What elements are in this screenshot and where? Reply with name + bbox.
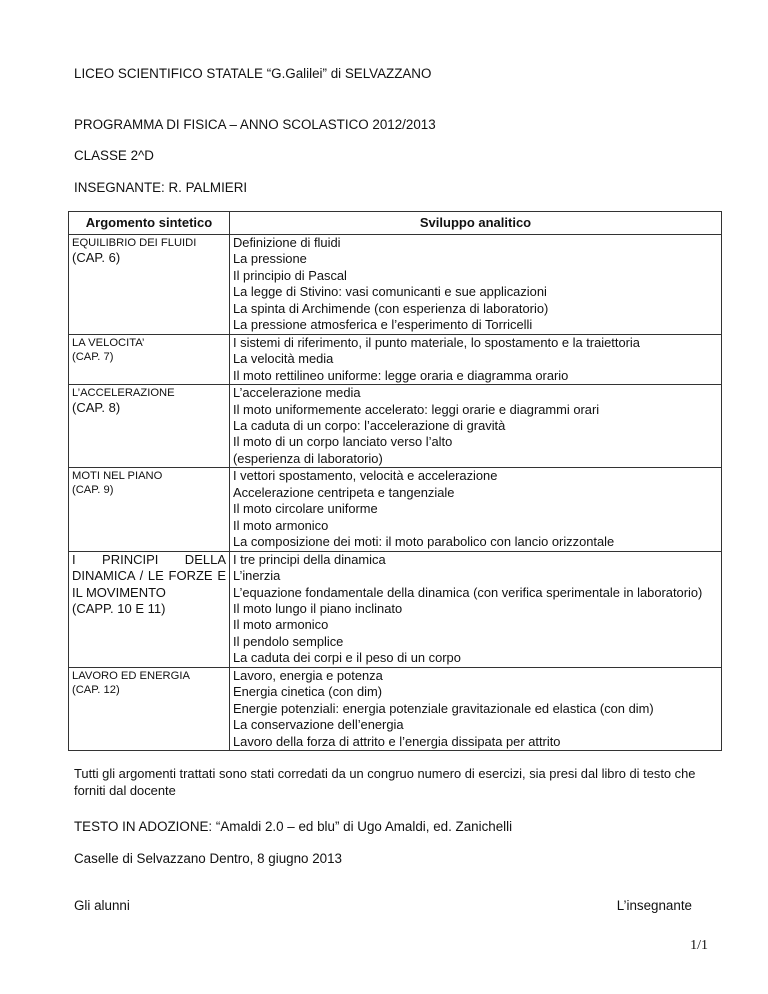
development-cell [230, 235, 722, 335]
list-item: (esperienza di laboratorio) [233, 450, 383, 466]
list-item: L’equazione fondamentale della dinamica (con verifica sperimentale in laboratorio) [233, 584, 703, 600]
list-item: La conservazione dell’energia [233, 717, 404, 733]
list-item: La velocità media [233, 351, 334, 367]
list-item: I vettori spostamento, velocità e accelerazione [233, 468, 498, 484]
topic-title: MOTI NEL PIANO [72, 470, 163, 483]
list-item: Il moto armonico [233, 617, 329, 633]
table-row [69, 334, 722, 384]
list-item: La pressione [233, 251, 307, 267]
topic-chapter: (CAP. 6) [72, 250, 121, 265]
topic-chapter: (CAP. 12) [72, 683, 120, 696]
topic-title-line: DINAMICA / LE FORZE E [72, 568, 226, 584]
list-item: Il moto rettilineo uniforme: legge oraria e diagramma orario [233, 367, 569, 383]
topic-chapter: (CAPP. 10 E 11) [72, 601, 166, 617]
program-title: PROGRAMMA DI FISICA – ANNO SCOLASTICO 2012/2013 [74, 117, 436, 132]
list-item: I tre principi della dinamica [233, 551, 386, 567]
table-row [69, 235, 722, 335]
topic-title: LA VELOCITA’ [72, 336, 145, 349]
list-item: L’accelerazione media [233, 385, 361, 401]
table-header-row [69, 212, 722, 235]
list-item: Definizione di fluidi [233, 235, 341, 250]
list-item: L’inerzia [233, 568, 281, 584]
topic-cell [69, 667, 230, 750]
list-item: Il pendolo semplice [233, 633, 344, 649]
list-item: Accelerazione centripeta e tangenziale [233, 484, 455, 500]
topic-cell [69, 468, 230, 551]
col-header-development: Sviluppo analitico [230, 212, 722, 235]
program-table [68, 211, 722, 751]
list-item: La composizione dei moti: il moto parabolico con lancio orizzontale [233, 534, 615, 550]
col-header-topic: Argomento sintetico [69, 212, 230, 235]
list-item: I sistemi di riferimento, il punto materiale, lo spostamento e la traiettoria [233, 334, 640, 350]
list-item: La caduta di un corpo: l’accelerazione di gravità [233, 417, 506, 433]
list-item: Il moto circolare uniforme [233, 501, 378, 517]
development-cell [230, 551, 722, 667]
topic-title: EQUILIBRIO DEI FLUIDI [72, 237, 197, 249]
teacher-signature-label: L’insegnante [616, 898, 692, 913]
list-item: Il principio di Pascal [233, 267, 347, 283]
table-row [69, 385, 722, 468]
list-item: Energie potenziali: energia potenziale gravitazionale ed elastica (con dim) [233, 700, 654, 716]
list-item: Il moto di un corpo lanciato verso l’alto [233, 434, 453, 450]
development-cell [230, 334, 722, 384]
topic-title-line: I PRINCIPI DELLA [72, 551, 226, 567]
development-cell [230, 667, 722, 750]
list-item: La legge di Stivino: vasi comunicanti e sue applicazioni [233, 284, 547, 300]
list-item: La pressione atmosferica e l’esperimento di Torricelli [233, 317, 533, 333]
topic-chapter: (CAP. 7) [72, 350, 114, 363]
topic-title: L’ACCELERAZIONE [72, 387, 175, 400]
list-item: La caduta dei corpi e il peso di un corpo [233, 650, 461, 666]
topic-cell [69, 385, 230, 468]
teacher-label: INSEGNANTE: R. PALMIERI [74, 180, 248, 195]
topic-cell [69, 235, 230, 335]
list-item: Il moto uniformemente accelerato: leggi orarie e diagrammi orari [233, 401, 600, 417]
place-date: Caselle di Selvazzano Dentro, 8 giugno 2013 [74, 851, 342, 866]
school-name: LICEO SCIENTIFICO STATALE “G.Galilei” di SELVAZZANO [74, 66, 432, 81]
topic-chapter: (CAP. 8) [72, 400, 121, 416]
list-item: Lavoro della forza di attrito e l’energia dissipata per attrito [233, 733, 561, 749]
topic-chapter: (CAP. 9) [72, 484, 114, 497]
development-cell [230, 468, 722, 551]
list-item: La spinta di Archimende (con esperienza di laboratorio) [233, 300, 549, 316]
textbook-line: TESTO IN ADOZIONE: “Amaldi 2.0 – ed blu” di Ugo Amaldi, ed. Zanichelli [74, 819, 513, 834]
table-row [69, 667, 722, 750]
list-item: Il moto lungo il piano inclinato [233, 600, 403, 616]
topic-cell [69, 551, 230, 667]
page-number: 1/1 [690, 938, 708, 953]
topic-cell [69, 334, 230, 384]
topic-title-line: IL MOVIMENTO [72, 584, 166, 600]
exercises-note: Tutti gli argomenti trattati sono stati corredati da un congruo numero di esercizi, sia presi dal libro di testo che forniti dal docente [74, 766, 696, 798]
list-item: Lavoro, energia e potenza [233, 667, 383, 683]
list-item: Energia cinetica (con dim) [233, 684, 383, 700]
students-signature-label: Gli alunni [74, 898, 130, 913]
class-label: CLASSE 2^D [74, 148, 154, 163]
development-cell [230, 385, 722, 468]
topic-title: LAVORO ED ENERGIA [72, 669, 190, 682]
list-item: Il moto armonico [233, 517, 329, 533]
table-row [69, 468, 722, 551]
table-row [69, 551, 722, 667]
